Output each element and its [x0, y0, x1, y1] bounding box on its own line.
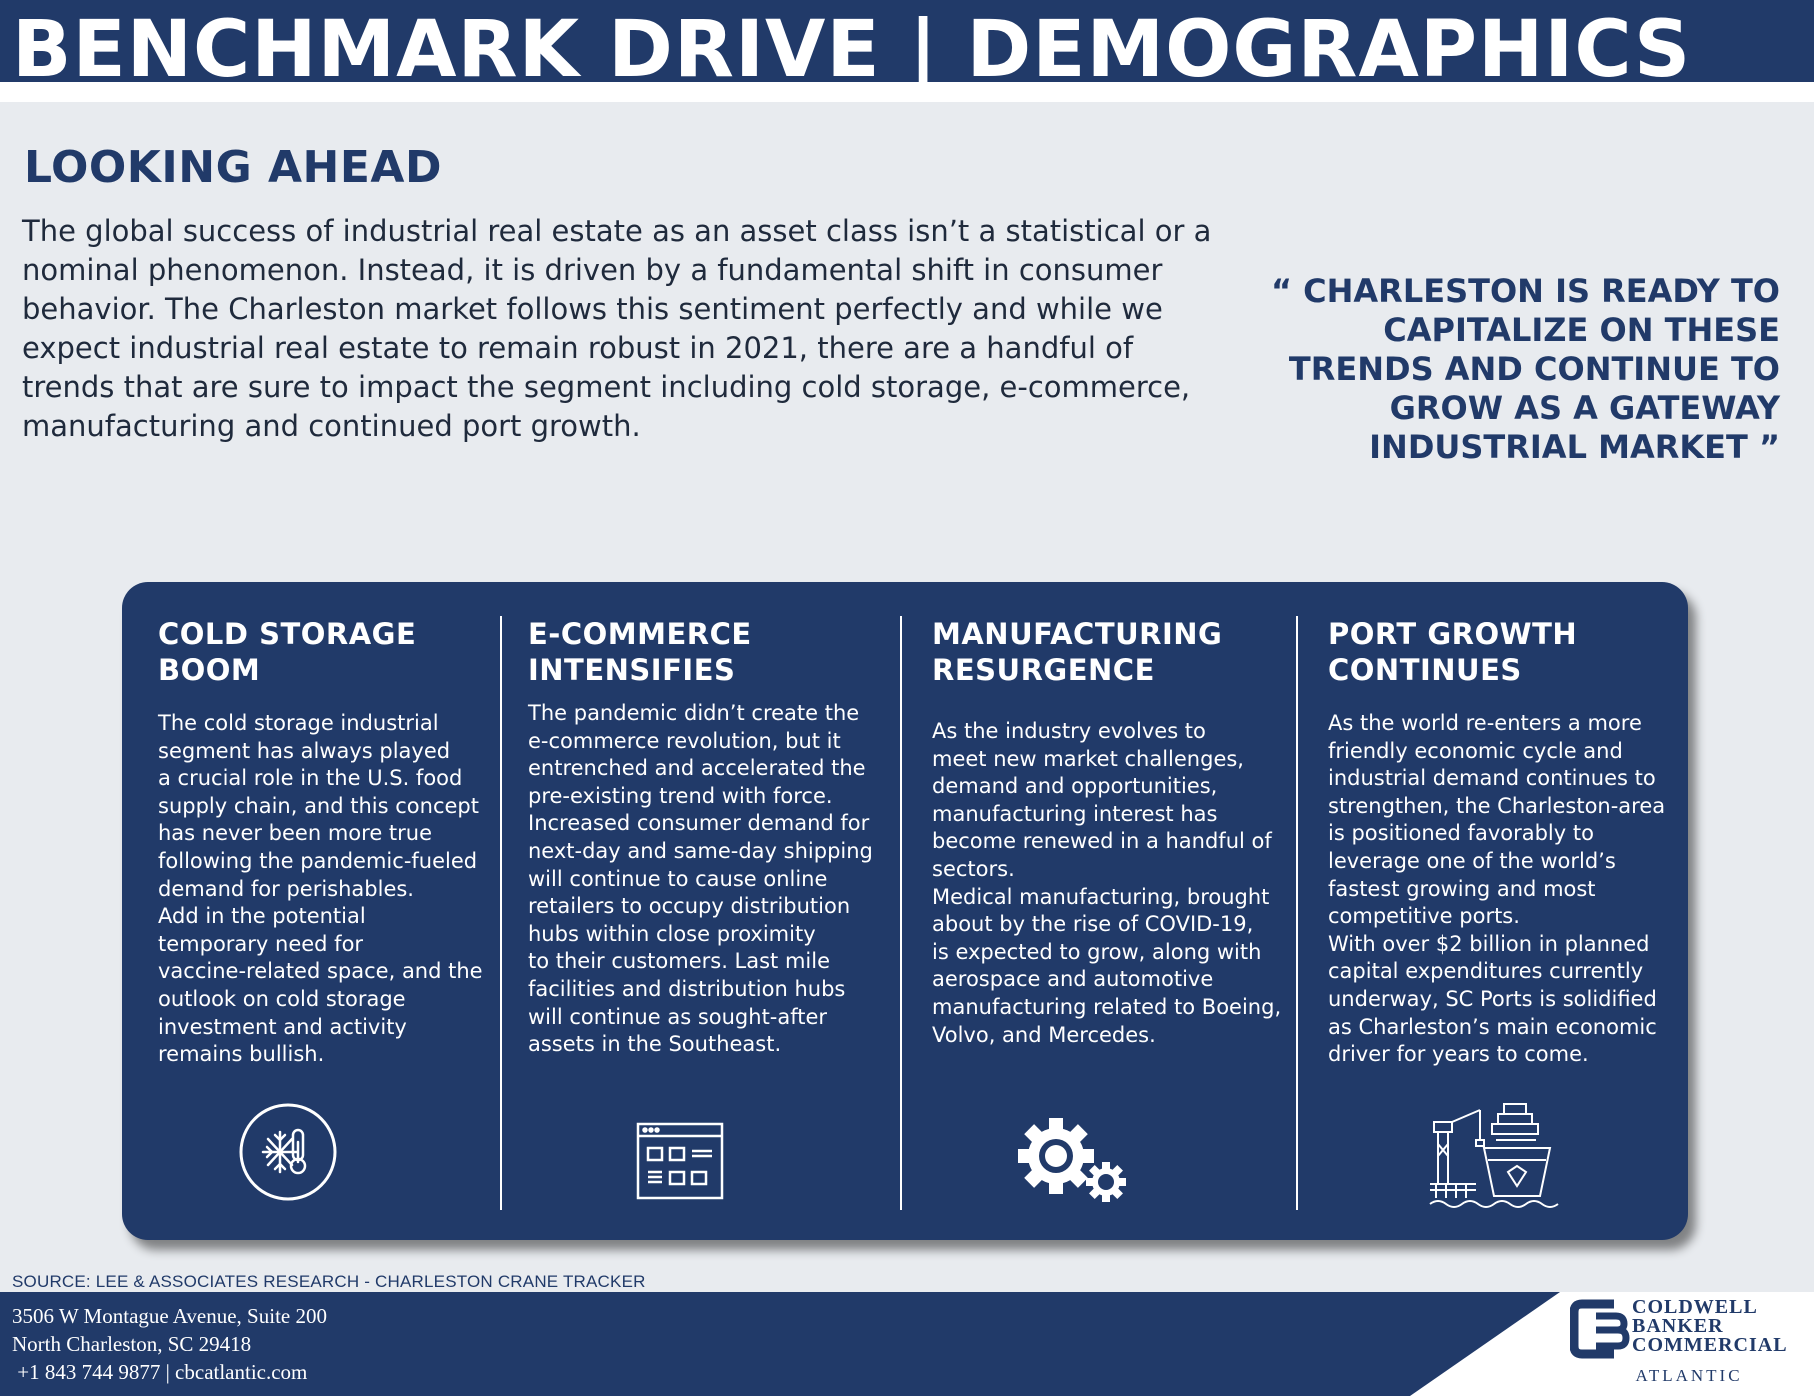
browser-window-icon	[636, 1122, 724, 1200]
trend-title: PORT GROWTH CONTINUES	[1328, 617, 1578, 687]
trend-e-commerce	[528, 582, 888, 1240]
trend-title: MANUFACTURING RESURGENCE	[932, 617, 1223, 687]
page-header	[0, 0, 1814, 102]
port-ship-crane-icon	[1428, 1100, 1560, 1210]
trend-port-growth	[1328, 582, 1668, 1240]
snowflake-thermometer-icon	[238, 1102, 338, 1202]
address-contact: +1 843 744 9877 | cbcatlantic.com	[12, 1360, 308, 1384]
looking-ahead-heading: LOOKING AHEAD	[24, 142, 443, 193]
trends-panel	[122, 582, 1688, 1240]
trend-body: As the industry evolves to meet new market challenges, demand and opportunities, manufacturing interest has become renewed in a handful of sectors. Medical manufacturing, brought about by the rise of COVID-19, is expected to grow, along with aerospace and automotive manufacturing related to Boeing, Volvo, and Mercedes.	[932, 719, 1282, 1047]
logo-line: COLDWELL	[1632, 1296, 1758, 1318]
page-title: BENCHMARK DRIVE | DEMOGRAPHICS	[12, 5, 1692, 95]
column-divider	[500, 616, 502, 1210]
gears-icon	[1016, 1114, 1128, 1206]
coldwell-banker-logo-icon	[1570, 1298, 1630, 1362]
address-city: North Charleston, SC 29418	[12, 1332, 252, 1356]
source-note: SOURCE: LEE & ASSOCIATES RESEARCH - CHARLESTON CRANE TRACKER	[12, 1272, 646, 1291]
trend-manufacturing	[932, 582, 1292, 1240]
logo-subtitle: ATLANTIC	[1635, 1366, 1743, 1385]
trend-body: As the world re-enters a more friendly economic cycle and industrial demand continues to strengthen, the Charleston-area is positioned favorably to leverage one of the world’s fastest growing and most competitive ports. With over $2 billion in planned capital expenditures currently underway, SC Ports is solidified as Charleston’s main economic driver for years to come.	[1328, 711, 1666, 1067]
trend-cold-storage	[158, 582, 488, 1240]
company-logo-text	[1632, 1298, 1788, 1355]
trend-title: COLD STORAGE BOOM	[158, 617, 417, 687]
looking-ahead-body: The global success of industrial real estate as an asset class isn’t a statistical or a nominal phenomenon. Instead, it is driven by a fundamental shift in consumer behavior. The Charleston market follows this sentiment perfectly and while we expect industrial real estate to remain robust in 2021, there are a handful of trends that are sure to impact the segment including cold storage, e-commerce, manufacturing and continued port growth.	[22, 214, 1212, 443]
trend-title: E-COMMERCE INTENSIFIES	[528, 617, 752, 687]
trend-body: The cold storage industrial segment has always played a crucial role in the U.S. food supply chain, and this concept has never been more true following the pandemic-fueled demand for perishables. Add in the potential temporary need for vaccine-related space, and the outlook on cold storage investment and activity remains bullish.	[158, 711, 483, 1067]
footer-address	[12, 1302, 327, 1386]
logo-line: COMMERCIAL	[1632, 1334, 1788, 1356]
column-divider	[1296, 616, 1298, 1210]
column-divider	[900, 616, 902, 1210]
pull-quote: “ CHARLESTON IS READY TO CAPITALIZE ON THESE TRENDS AND CONTINUE TO GROW AS A GATEWAY INDUSTRIAL MARKET ”	[1270, 272, 1780, 466]
address-street: 3506 W Montague Avenue, Suite 200	[12, 1304, 327, 1328]
trend-body: The pandemic didn’t create the e-commerce revolution, but it entrenched and accelerated the pre-existing trend with force. Increased consumer demand for next-day and same-day shipping will continue to cause online retailers to occupy distribution hubs within close proximity to their customers. Last mile facilities and distribution hubs will continue as sought-after assets in the Southeast.	[528, 701, 873, 1057]
logo-line: BANKER	[1632, 1315, 1724, 1337]
